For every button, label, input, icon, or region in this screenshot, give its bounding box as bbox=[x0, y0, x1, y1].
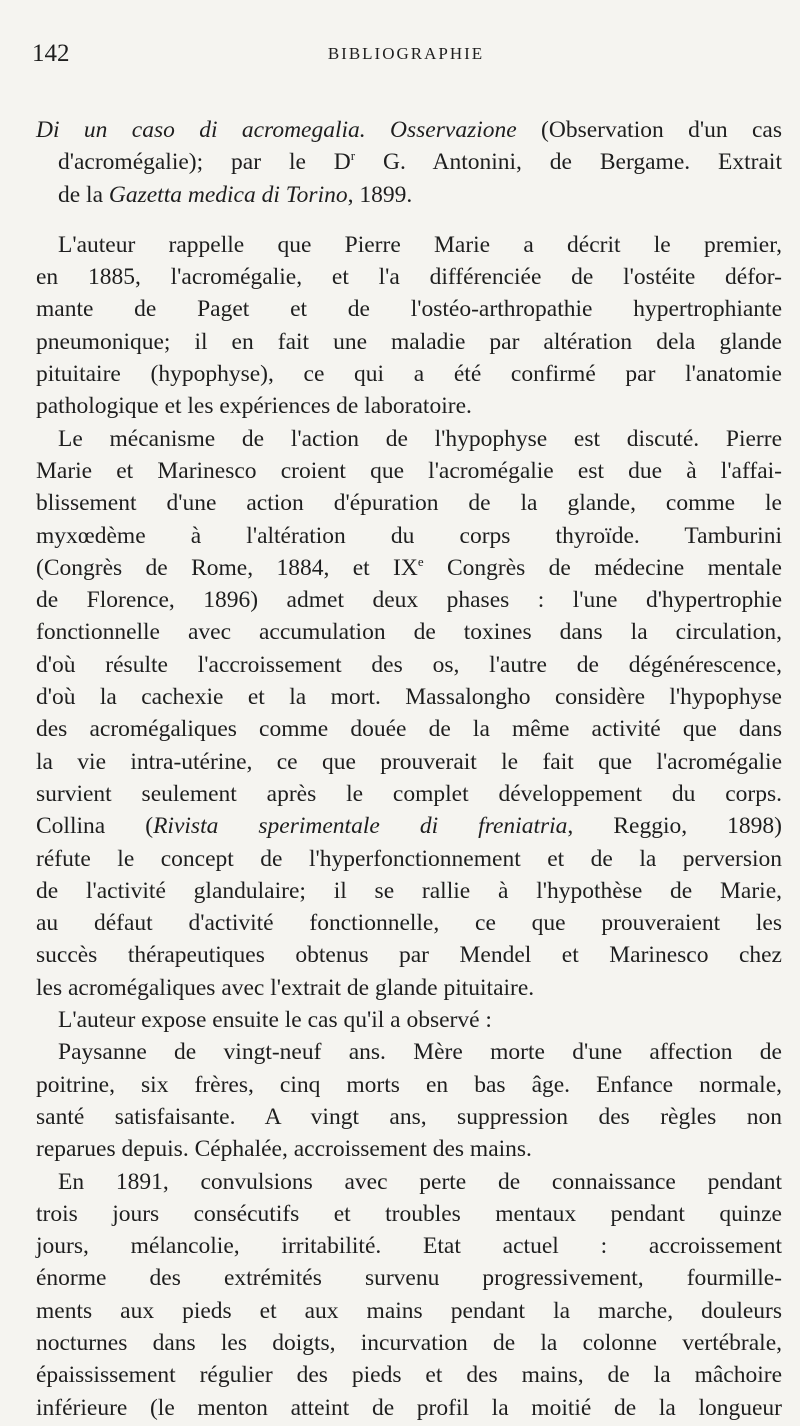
text-line: succès thérapeutiques obtenus par Mendel et Marinesco chez bbox=[36, 942, 782, 969]
entry-line-2 bbox=[36, 146, 782, 178]
entry-line-1 bbox=[36, 114, 782, 146]
bibliographic-entry bbox=[36, 114, 782, 211]
entry-title-rest: (Observation d'un cas bbox=[516, 117, 782, 143]
superscript: r bbox=[350, 148, 356, 164]
text-line: des acromégaliques comme douée de la même activité que dans bbox=[36, 716, 782, 743]
text-line: pathologique et les expériences de laboratoire. bbox=[36, 393, 472, 420]
text-line: en 1885, l'acromégalie, et l'a différenciée de l'ostéite défor- bbox=[36, 264, 782, 291]
text-line: d'où la cachexie et la mort. Massalongho considère l'hypophyse bbox=[36, 684, 782, 711]
text-line: au défaut d'activité fonctionnelle, ce que prouveraient les bbox=[36, 910, 782, 937]
entry-text: d'acromégalie); par le D bbox=[58, 149, 351, 176]
text-line: Marie et Marinesco croient que l'acromégalie est due à l'affai- bbox=[36, 457, 782, 484]
text-line: les acromégaliques avec l'extrait de glande pituitaire. bbox=[36, 974, 535, 1001]
text-fragment: Congrès de médecine mentale bbox=[423, 554, 782, 581]
text-line: poitrine, six frères, cinq morts en bas âge. Enfance normale, bbox=[36, 1071, 782, 1098]
paragraph-1 bbox=[36, 229, 782, 423]
text-fragment: Collina ( bbox=[36, 813, 154, 840]
text-line: Paysanne de vingt-neuf ans. Mère morte d'une affection de bbox=[58, 1039, 782, 1066]
spacer bbox=[36, 211, 782, 229]
text-line: réfute le concept de l'hyperfonctionnement et de la perversion bbox=[36, 845, 782, 872]
journal-title: Gazetta medica di Torino bbox=[108, 181, 348, 208]
page-header bbox=[32, 40, 780, 72]
text-line: de Florence, 1896) admet deux phases : l'une d'hypertrophie bbox=[36, 587, 782, 614]
text-line: ments aux pieds et aux mains pendant la marche, douleurs bbox=[36, 1297, 782, 1324]
text-line: survient seulement après le complet développement du corps. bbox=[36, 780, 782, 807]
paragraph-4 bbox=[36, 1036, 782, 1165]
text-line: Le mécanisme de l'action de l'hypophyse est discuté. Pierre bbox=[58, 425, 782, 452]
text-line: myxœdème à l'altération du corps thyroïde. Tamburini bbox=[36, 522, 782, 549]
text-line: reparues depuis. Céphalée, accroissement des mains. bbox=[36, 1136, 532, 1163]
entry-title-italic: Di un caso di acromegalia. Osservazione bbox=[36, 117, 517, 143]
page-number: 142 bbox=[32, 40, 70, 67]
entry-text: G. Antonini, de Bergame. Extrait bbox=[355, 149, 782, 176]
text-line: En 1891, convulsions avec perte de connaissance pendant bbox=[58, 1168, 782, 1195]
text-line: énorme des extrémités survenu progressivement, fourmille- bbox=[36, 1265, 782, 1292]
text-line: nocturnes dans les doigts, incurvation de la colonne vertébrale, bbox=[36, 1329, 782, 1356]
text-line: pneumonique; il en fait une maladie par altération dela glande bbox=[36, 328, 782, 355]
entry-text: , 1899. bbox=[347, 181, 413, 208]
text-line: épaississement régulier des pieds et des mains, de la mâchoire bbox=[36, 1362, 782, 1389]
text-line: L'auteur rappelle que Pierre Marie a décrit le premier, bbox=[58, 231, 782, 258]
text-fragment: (Congrès de Rome, 1884, et IX bbox=[36, 554, 418, 581]
text-fragment: , Reggio, 1898) bbox=[567, 813, 782, 840]
text-line: mante de Paget et de l'ostéo-arthropathie hypertrophiante bbox=[36, 296, 782, 323]
text-line: fonctionnelle avec accumulation de toxines dans la circulation, bbox=[36, 619, 782, 646]
text-line: jours, mélancolie, irritabilité. Etat actuel : accroissement bbox=[36, 1233, 782, 1260]
text-line bbox=[36, 810, 782, 842]
journal-title: Rivista sperimentale di freniatria bbox=[153, 813, 568, 840]
entry-line-3 bbox=[36, 179, 782, 211]
paragraph-2 bbox=[36, 423, 782, 1004]
paragraph-5 bbox=[36, 1166, 782, 1424]
superscript: e bbox=[417, 553, 424, 569]
text-line: de l'activité glandulaire; il se rallie à l'hypothèse de Marie, bbox=[36, 877, 782, 904]
text-line: santé satisfaisante. A vingt ans, suppression des règles non bbox=[36, 1103, 782, 1130]
text-line bbox=[36, 552, 782, 584]
paragraph-3 bbox=[36, 1004, 782, 1036]
text-line: inférieure (le menton atteint de profil la moitié de la longueur bbox=[36, 1394, 782, 1421]
entry-text: de la bbox=[58, 181, 109, 208]
running-head: BIBLIOGRAPHIE bbox=[327, 44, 485, 63]
text-line: d'où résulte l'accroissement des os, l'autre de dégénérescence, bbox=[36, 651, 782, 678]
text-line: L'auteur expose ensuite le cas qu'il a observé : bbox=[58, 1007, 492, 1034]
text-line: pituitaire (hypophyse), ce qui a été confirmé par l'anatomie bbox=[36, 361, 782, 388]
text-line: blissement d'une action d'épuration de la glande, comme le bbox=[36, 490, 782, 517]
page-body bbox=[36, 114, 782, 1424]
text-line: la vie intra-utérine, ce que prouverait le fait que l'acromégalie bbox=[36, 748, 782, 775]
text-line: trois jours consécutifs et troubles mentaux pendant quinze bbox=[36, 1200, 782, 1227]
